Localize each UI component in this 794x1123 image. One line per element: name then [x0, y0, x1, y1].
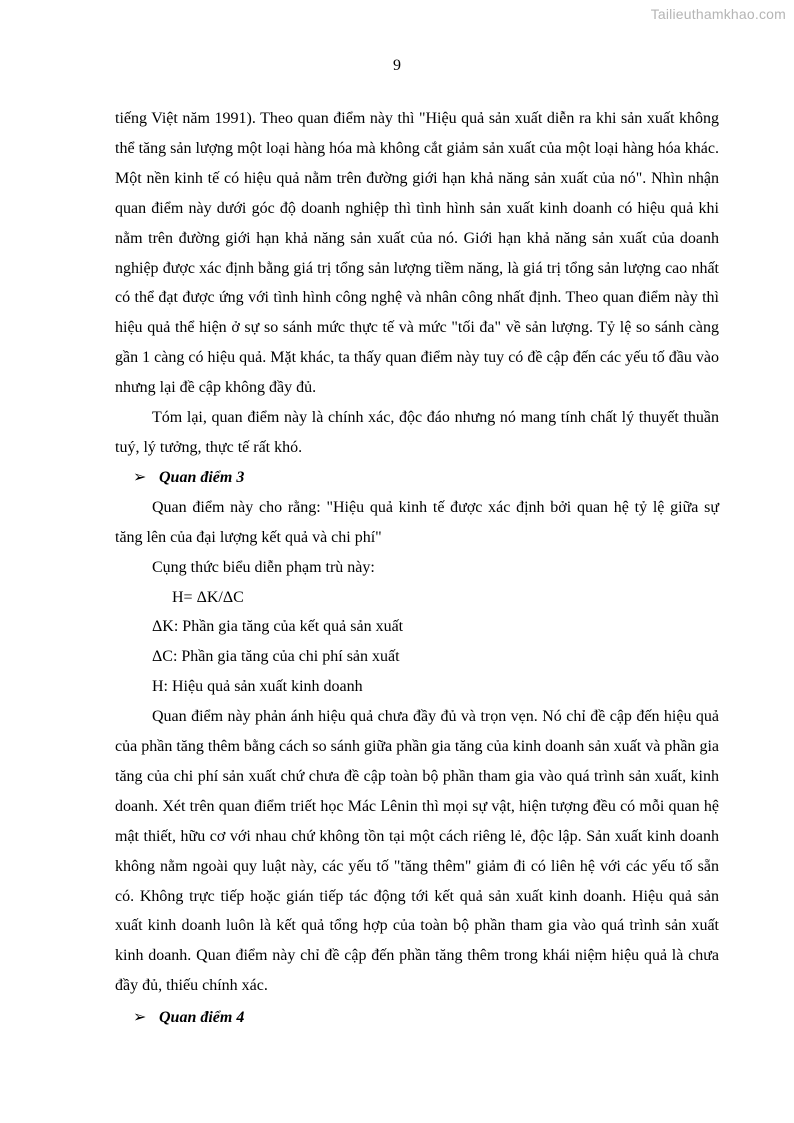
paragraph-formula-intro: Cụng thức biểu diễn phạm trù này:	[152, 558, 375, 576]
heading-quan-diem-3	[115, 463, 719, 493]
document-body	[115, 104, 719, 1033]
formula-def-c: ΔC: Phần gia tăng của chi phí sản xuất	[152, 648, 400, 666]
page-number: 9	[393, 57, 401, 74]
paragraph-definition: Quan điểm này cho rằng: "Hiệu quả kinh tế được xác định bởi quan hệ tỷ lệ giữa sự tăng lên của đại lượng kết quả và chi phí"	[115, 498, 719, 546]
formula-def-h: H: Hiệu quả sản xuất kinh doanh	[152, 678, 363, 696]
watermark: Tailieuthamkhao.com	[650, 6, 786, 22]
heading-label: Quan điểm 4	[159, 1009, 245, 1027]
heading-quan-diem-4	[115, 1003, 719, 1033]
paragraph-analysis: Quan điểm này phản ánh hiệu quả chưa đầy đủ và trọn vẹn. Nó chỉ đề cập đến hiệu quả của phần tăng thêm bằng cách so sánh giữa phần gia tăng của kinh doanh sản xuất và phần gia tăng của chi phí sản xuất chứ chưa đề cập toàn bộ phần tham gia vào quá trình sản xuất, kinh doanh. Xét trên quan điểm triết học Mác Lênin thì mọi sự vật, hiện tượng đều có mỗi quan hệ mật thiết, hữu cơ với nhau chứ không tồn tại một cách riêng lẻ, độc lập. Sản xuất kinh doanh không nằm ngoài quy luật này, các yếu tố "tăng thêm" giảm đi có liên hệ với các yếu tố sẵn có. Không trực tiếp hoặc gián tiếp tác động tới kết quả sản xuất kinh doanh. Hiệu quả sản xuất kinh doanh luôn là kết quả tổng hợp của toàn bộ phần tham gia vào quá trình sản xuất kinh doanh. Quan điểm này chỉ đề cập đến phần tăng thêm trong khái niệm hiệu quả là chưa đầy đủ, thiếu chính xác.	[115, 708, 719, 995]
paragraph-summary: Tóm lại, quan điểm này là chính xác, độc đáo nhưng nó mang tính chất lý thuyết thuần tuý, lý tưởng, thực tế rất khó.	[115, 409, 719, 456]
paragraph-continuation: tiếng Việt năm 1991). Theo quan điểm này thì "Hiệu quả sản xuất diễn ra khi sản xuất không thể tăng sản lượng một loại hàng hóa mà không cắt giảm sản xuất của một loại hàng hóa khác. Một nền kinh tế có hiệu quả nằm trên đường giới hạn khả năng sản xuất của nó". Nhìn nhận quan điểm này dưới góc độ doanh nghiệp thì tình hình sản xuất kinh doanh có hiệu quả khi nằm trên đường giới hạn khả năng sản xuất của nó. Giới hạn khả năng sản xuất của doanh nghiệp được xác định bằng giá trị tổng sản lượng tiềm năng, là giá trị tổng sản lượng cao nhất có thể đạt được ứng với tình hình công nghệ và nhân công nhất định. Theo quan điểm này thì hiệu quả thể hiện ở sự so sánh mức thực tế và mức "tối đa" về sản lượng. Tỷ lệ so sánh càng gần 1 càng có hiệu quả. Mặt khác, ta thấy quan điểm này tuy có đề cập đến các yếu tố đầu vào nhưng lại đề cập không đầy đủ.	[115, 110, 719, 397]
formula-def-k: ΔK: Phần gia tăng của kết quả sản xuất	[152, 618, 404, 636]
arrow-bullet-icon: ➢	[133, 468, 147, 486]
formula: H= ΔK/ΔC	[172, 588, 244, 606]
arrow-bullet-icon: ➢	[133, 1009, 147, 1027]
heading-label: Quan điểm 3	[159, 468, 245, 486]
